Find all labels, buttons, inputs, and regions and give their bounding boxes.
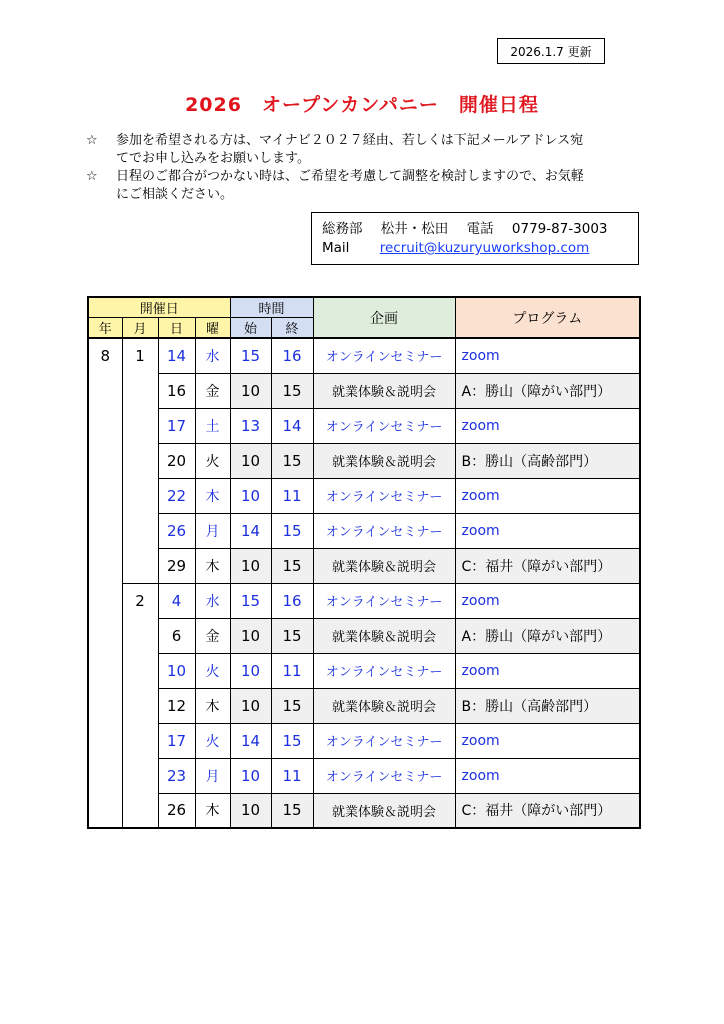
table-row: [88, 653, 640, 688]
table-row: [88, 618, 640, 653]
start-time-cell: 14: [230, 513, 271, 548]
plan-cell: オンラインセミナー: [313, 723, 455, 758]
start-time-cell: 10: [230, 653, 271, 688]
table-row: [88, 513, 640, 548]
weekday-cell: 木: [195, 478, 230, 513]
program-cell: zoom: [455, 653, 640, 688]
plan-cell: 就業体験＆説明会: [313, 793, 455, 828]
end-time-cell: 15: [271, 513, 313, 548]
contact-phone-row: [322, 220, 638, 239]
notes: [86, 132, 646, 204]
header-end: 終: [271, 318, 313, 339]
start-time-cell: 15: [230, 338, 271, 373]
weekday-cell: 火: [195, 443, 230, 478]
contact-box: [311, 212, 639, 265]
day-cell: 14: [158, 338, 195, 373]
program-cell: zoom: [455, 723, 640, 758]
day-cell: 23: [158, 758, 195, 793]
table-row: [88, 758, 640, 793]
note-item: [86, 168, 646, 204]
weekday-cell: 金: [195, 618, 230, 653]
program-cell: A：勝山（障がい部門）: [455, 618, 640, 653]
table-row: [88, 723, 640, 758]
table-row: [88, 373, 640, 408]
end-time-cell: 15: [271, 723, 313, 758]
header-year: 年: [88, 318, 122, 339]
end-time-cell: 15: [271, 618, 313, 653]
page-title: 2026 オープンカンパニー 開催日程: [185, 94, 539, 116]
table-row: [88, 688, 640, 723]
start-time-cell: 10: [230, 758, 271, 793]
year-cell: 8: [88, 338, 122, 828]
weekday-cell: 月: [195, 513, 230, 548]
day-cell: 17: [158, 723, 195, 758]
end-time-cell: 11: [271, 478, 313, 513]
start-time-cell: 10: [230, 618, 271, 653]
start-time-cell: 10: [230, 443, 271, 478]
day-cell: 29: [158, 548, 195, 583]
start-time-cell: 10: [230, 688, 271, 723]
contact-dept: 総務部: [322, 221, 363, 237]
weekday-cell: 水: [195, 583, 230, 618]
contact-phone: 0779-87-3003: [511, 221, 608, 237]
weekday-cell: 金: [195, 373, 230, 408]
end-time-cell: 14: [271, 408, 313, 443]
contact-phone-label: 電話: [466, 221, 494, 237]
contact-mail-row: [322, 239, 638, 258]
end-time-cell: 16: [271, 583, 313, 618]
start-time-cell: 10: [230, 373, 271, 408]
end-time-cell: 15: [271, 373, 313, 408]
contact-names: 松井・松田: [380, 221, 449, 237]
contact-mail-label: Mail: [322, 240, 350, 256]
table-row: [88, 548, 640, 583]
day-cell: 20: [158, 443, 195, 478]
table-row: [88, 443, 640, 478]
program-cell: B：勝山（高齢部門）: [455, 443, 640, 478]
program-cell: A：勝山（障がい部門）: [455, 373, 640, 408]
weekday-cell: 月: [195, 758, 230, 793]
update-date: 2026.1.7 更新: [497, 38, 605, 64]
table-row: [88, 793, 640, 828]
plan-cell: オンラインセミナー: [313, 338, 455, 373]
day-cell: 22: [158, 478, 195, 513]
table-row: [88, 478, 640, 513]
weekday-cell: 木: [195, 793, 230, 828]
table-row: [88, 583, 640, 618]
star-icon: ☆: [86, 133, 98, 148]
day-cell: 26: [158, 513, 195, 548]
header-time-group: 時間: [230, 297, 313, 318]
plan-cell: 就業体験＆説明会: [313, 373, 455, 408]
weekday-cell: 土: [195, 408, 230, 443]
end-time-cell: 11: [271, 653, 313, 688]
header-day: 日: [158, 318, 195, 339]
start-time-cell: 14: [230, 723, 271, 758]
plan-cell: オンラインセミナー: [313, 653, 455, 688]
plan-cell: オンラインセミナー: [313, 478, 455, 513]
header-weekday: 曜: [195, 318, 230, 339]
day-cell: 12: [158, 688, 195, 723]
header-month: 月: [122, 318, 158, 339]
header-program: プログラム: [455, 297, 640, 338]
end-time-cell: 16: [271, 338, 313, 373]
plan-cell: 就業体験＆説明会: [313, 443, 455, 478]
plan-cell: オンラインセミナー: [313, 408, 455, 443]
end-time-cell: 15: [271, 443, 313, 478]
star-icon: ☆: [86, 169, 98, 184]
end-time-cell: 15: [271, 548, 313, 583]
end-time-cell: 11: [271, 758, 313, 793]
table-row: [88, 338, 640, 373]
program-cell: zoom: [455, 583, 640, 618]
note-line: にご相談ください。: [116, 187, 234, 202]
start-time-cell: 10: [230, 548, 271, 583]
note-item: [86, 132, 646, 168]
plan-cell: オンラインセミナー: [313, 583, 455, 618]
day-cell: 26: [158, 793, 195, 828]
plan-cell: オンラインセミナー: [313, 758, 455, 793]
day-cell: 17: [158, 408, 195, 443]
program-cell: zoom: [455, 408, 640, 443]
plan-cell: オンラインセミナー: [313, 513, 455, 548]
program-cell: zoom: [455, 513, 640, 548]
header-start: 始: [230, 318, 271, 339]
program-cell: zoom: [455, 338, 640, 373]
plan-cell: 就業体験＆説明会: [313, 548, 455, 583]
weekday-cell: 水: [195, 338, 230, 373]
plan-cell: 就業体験＆説明会: [313, 688, 455, 723]
program-cell: B：勝山（高齢部門）: [455, 688, 640, 723]
start-time-cell: 13: [230, 408, 271, 443]
day-cell: 16: [158, 373, 195, 408]
note-line: 日程のご都合がつかない時は、ご希望を考慮して調整を検討しますので、お気軽: [116, 169, 584, 184]
header-date-group: 開催日: [88, 297, 230, 318]
program-cell: zoom: [455, 758, 640, 793]
end-time-cell: 15: [271, 793, 313, 828]
start-time-cell: 15: [230, 583, 271, 618]
header-plan: 企画: [313, 297, 455, 338]
program-cell: zoom: [455, 478, 640, 513]
weekday-cell: 木: [195, 548, 230, 583]
note-line: てでお申し込みをお願いします。: [116, 151, 310, 166]
day-cell: 6: [158, 618, 195, 653]
schedule-table: [87, 296, 641, 829]
weekday-cell: 火: [195, 653, 230, 688]
start-time-cell: 10: [230, 793, 271, 828]
program-cell: C：福井（障がい部門）: [455, 548, 640, 583]
month-cell: 1: [122, 338, 158, 583]
program-cell: C：福井（障がい部門）: [455, 793, 640, 828]
weekday-cell: 火: [195, 723, 230, 758]
plan-cell: 就業体験＆説明会: [313, 618, 455, 653]
month-cell: 2: [122, 583, 158, 828]
end-time-cell: 15: [271, 688, 313, 723]
start-time-cell: 10: [230, 478, 271, 513]
table-row: [88, 408, 640, 443]
day-cell: 10: [158, 653, 195, 688]
contact-mail-link[interactable]: recruit@kuzuryuworkshop.com: [379, 240, 590, 256]
day-cell: 4: [158, 583, 195, 618]
note-line: 参加を希望される方は、マイナビ２０２７経由、若しくは下記メールアドレス宛: [116, 133, 584, 148]
weekday-cell: 木: [195, 688, 230, 723]
